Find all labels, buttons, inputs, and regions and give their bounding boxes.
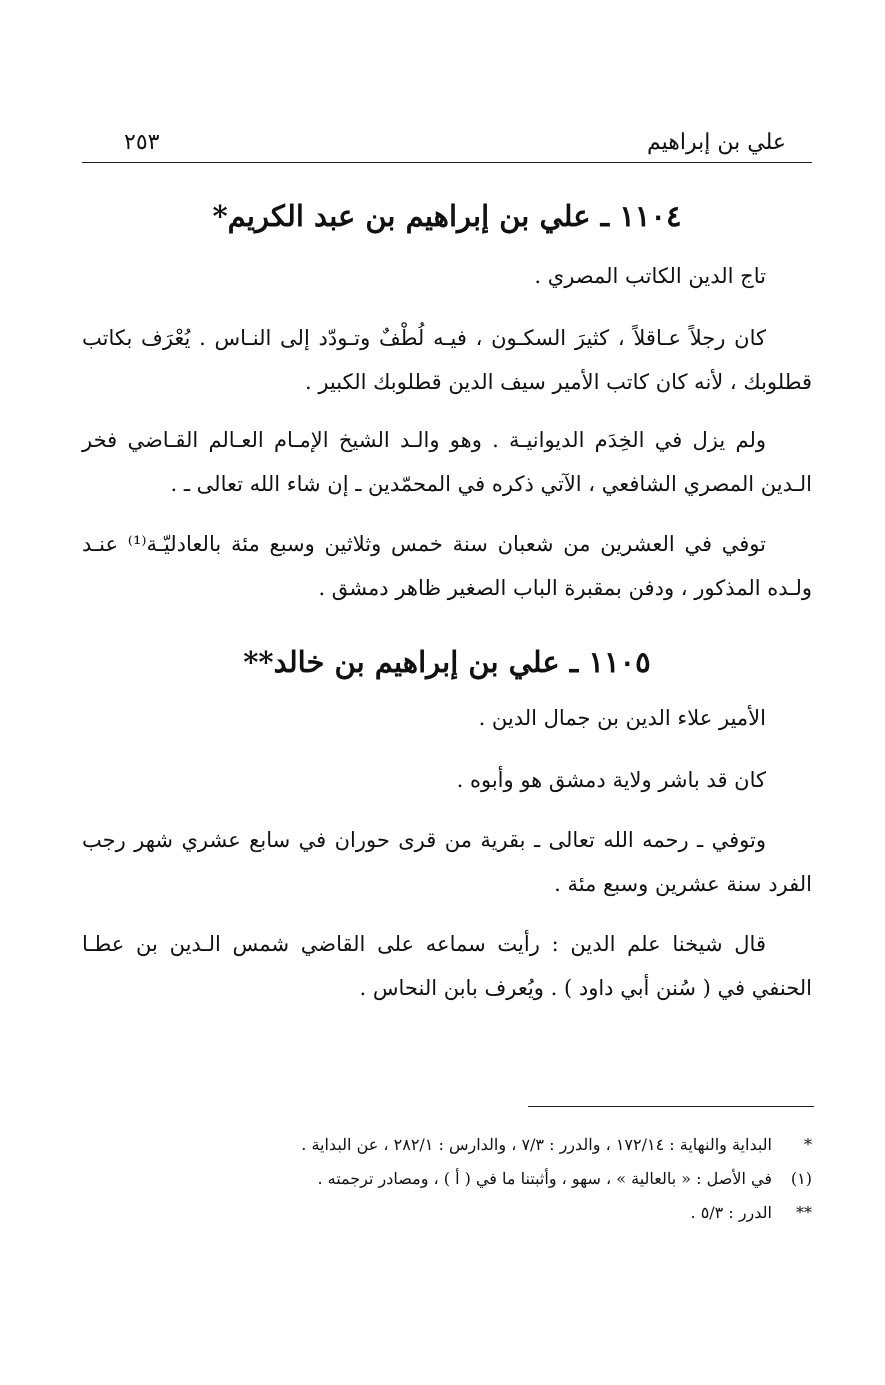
footnotes — [82, 1128, 812, 1230]
paragraph-text: كان قد باشر ولاية دمشق هو وأبوه . — [456, 768, 766, 792]
paragraph-text: تاج الدين الكاتب المصري . — [534, 264, 766, 288]
paragraph — [82, 418, 812, 506]
paragraph-text: قال شيخنا علم الدين : رأيت سماعه على القاضي شمس الـدين بن عطـا الحنفي في ( سُنن أبي داود ) . ويُعرف بابن النحاس . — [82, 932, 812, 1000]
paragraph — [82, 818, 812, 906]
footnote-text: البداية والنهاية : ١٧٢/١٤ ، والدرر : ٧/٣ ، والدارس : ٢٨٢/١ ، عن البداية . — [301, 1135, 772, 1154]
footnote — [82, 1162, 812, 1196]
paragraph — [82, 522, 812, 610]
paragraph-text: توفي في العشرين من شعبان سنة خمس وثلاثين وسبع مئة بالعادليّـة⁽¹⁾ عنـد ولـده المذكور ، ودفن بمقبرة الباب الصغير ظاهر دمشق . — [82, 532, 812, 600]
running-title: علي بن إبراهيم — [647, 130, 786, 155]
footnote-marker: (١) — [790, 1169, 812, 1188]
paragraph-text: وتوفي ـ رحمه الله تعالى ـ بقرية من قرى حوران في سابع عشري شهر رجب الفرد سنة عشرين وسبع مئة . — [82, 828, 812, 896]
footnote-marker: ** — [796, 1203, 812, 1222]
running-header — [82, 126, 812, 163]
footnote — [82, 1196, 812, 1230]
page-number: ٢٥٣ — [124, 130, 160, 155]
paragraph — [82, 696, 812, 740]
paragraph-text: ولم يزل في الخِدَم الديوانيـة . وهو والـد الشيخ الإمـام العـالم القـاضي فخر الـدين المصري الشافعي ، الآتي ذكره في المحمّدين ـ إن شاء الله تعالى ـ . — [82, 428, 812, 496]
footnote-text: الدرر : ٥/٣ . — [690, 1203, 772, 1222]
paragraph — [82, 316, 812, 404]
footnote-divider — [528, 1106, 814, 1107]
paragraph-text: كان رجلاً عـاقلاً ، كثيرَ السكـون ، فيـه لُطْفٌ وتـودّد إلى النـاس . يُعْرَف بكاتب قطلوبك ، لأنه كان كاتب الأمير سيف الدين قطلوبك الكبير . — [82, 326, 812, 394]
entry-heading-1104: ١١٠٤ ـ علي بن إبراهيم بن عبد الكريم* — [212, 199, 682, 233]
paragraph — [82, 922, 812, 1010]
paragraph — [82, 758, 812, 802]
footnote — [82, 1128, 812, 1162]
footnote-text: في الأصل : « بالعالية » ، سهو ، وأثبتنا ما في ( أ ) ، ومصادر ترجمته . — [317, 1169, 772, 1188]
paragraph — [82, 254, 812, 298]
paragraph-text: الأمير علاء الدين بن جمال الدين . — [478, 706, 766, 730]
footnote-marker: * — [804, 1135, 812, 1154]
entry-heading-1105: ١١٠٥ ـ علي بن إبراهيم بن خالد** — [243, 645, 651, 679]
